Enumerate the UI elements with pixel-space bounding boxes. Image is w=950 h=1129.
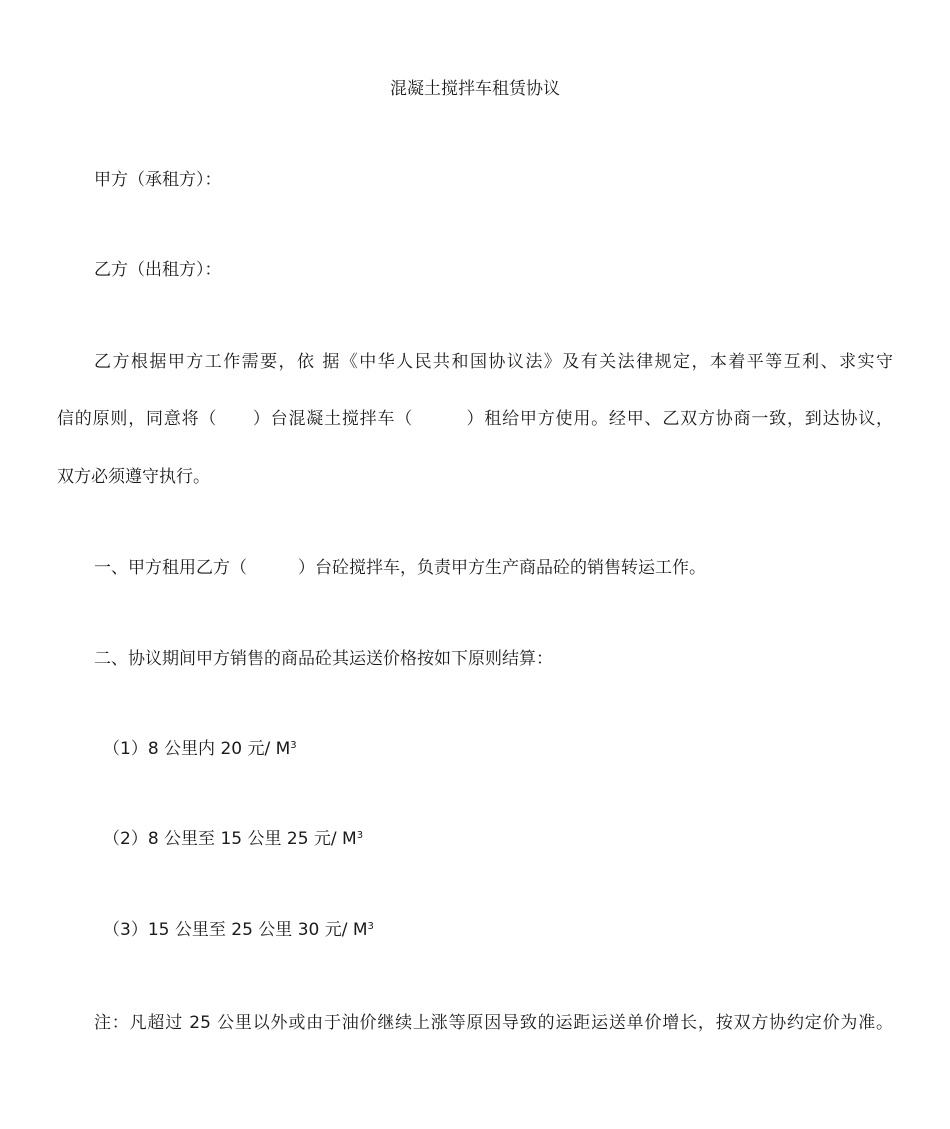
- clause-1: 一、甲方租用乙方（ ）台砼搅拌车，负责甲方生产商品砼的销售转运工作。: [94, 558, 706, 578]
- rate-item-3-text: （3）15 公里至 25 公里 30 元/ M: [103, 920, 368, 940]
- unit-superscript: 3: [290, 740, 297, 751]
- intro-paragraph-line-3: 双方必须遵守执行。: [57, 467, 210, 487]
- intro-paragraph-line-1: 乙方根据甲方工作需要，依 据《中华人民共和国协议法》及有关法律规定，本着平等互利、求实守: [94, 352, 893, 372]
- unit-superscript: 3: [356, 830, 364, 841]
- rate-item-2-text: （2）8 公里至 15 公里 25 元/ M: [103, 829, 357, 849]
- pricing-note: 注：凡超过 25 公里以外或由于油价继续上涨等原因导致的运距运送单价增长，按双方协约定价为准。: [94, 1013, 893, 1033]
- rate-item-3: [103, 919, 374, 941]
- document-title: 混凝土搅拌车租赁协议: [390, 79, 560, 99]
- rate-item-1-text: （1）8 公里内 20 元/ M: [103, 739, 291, 759]
- rate-item-1: [103, 738, 297, 760]
- unit-superscript: 3: [367, 921, 374, 932]
- clause-2: 二、协议期间甲方销售的商品砼其运送价格按如下原则结算：: [94, 649, 553, 669]
- party-b-label: 乙方（出租方）：: [94, 260, 222, 280]
- party-a-label: 甲方（承租方）：: [94, 170, 222, 190]
- rate-item-2: [103, 828, 363, 850]
- intro-paragraph-line-2: 信的原则，同意将（ ）台混凝土搅拌车（ ）租给甲方使用。经甲、乙双方协商一致，到达协议，: [57, 409, 893, 429]
